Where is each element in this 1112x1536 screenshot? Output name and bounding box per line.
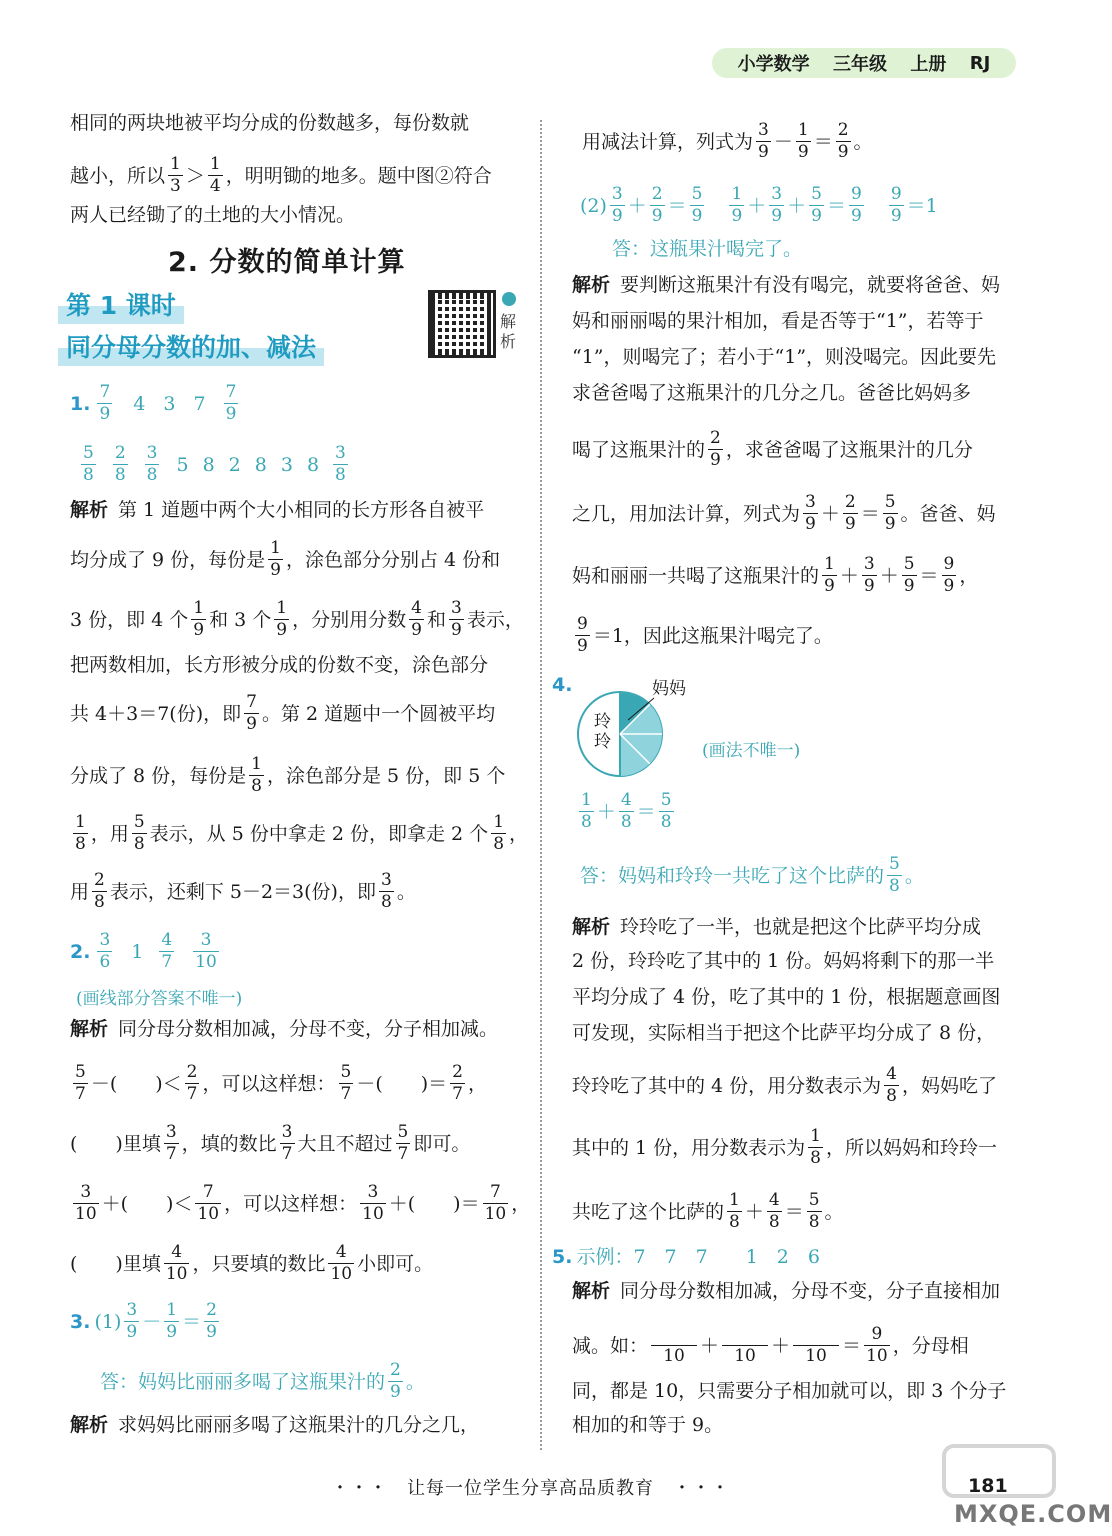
fraction: 10 <box>722 1326 768 1365</box>
q1-analysis-line-4 <box>70 650 525 680</box>
text-segment: 可发现，实际相当于把这个比萨平均分成了 8 份， <box>572 1022 996 1044</box>
q1-analysis-line-1 <box>70 495 525 525</box>
text-segment: ＝ <box>182 1310 202 1333</box>
fraction: $\frac{3}{10}$ <box>75 1182 97 1224</box>
fraction: $\frac{2}{9}$ <box>651 184 663 226</box>
q2-analysis-line-3 <box>70 1124 525 1163</box>
q4-analysis-line-1 <box>572 912 1022 942</box>
text-segment <box>867 191 886 221</box>
text-segment: 妈和丽丽喝的果汁相加，看是否等于“1”，若等于 <box>572 310 984 332</box>
q3-cont-line-5 <box>572 430 1022 469</box>
fraction: $\frac{2}{7}$ <box>452 1062 463 1104</box>
qr-label: 解析 <box>500 312 517 351</box>
text-segment: ， <box>959 564 979 587</box>
text-segment: 两人已经锄了的土地的大小情况。 <box>70 204 356 226</box>
fraction: $\frac{9}{9}$ <box>850 184 862 226</box>
text-segment: ，涂色部分是 5 份，即 5 个 <box>267 764 506 787</box>
q5-line-3 <box>572 1376 1022 1406</box>
fraction: $\frac{9}{10}$ <box>866 1324 888 1366</box>
text-segment: ，妈妈吃了 <box>902 1074 998 1097</box>
text-segment: ＋ <box>747 194 767 217</box>
q5-example <box>552 1242 1022 1272</box>
text-segment: ＝1，因此这瓶果汁喝完了。 <box>592 624 833 647</box>
text-segment: ＋ <box>700 1334 720 1357</box>
fraction: $\frac{5}{7}$ <box>397 1122 409 1164</box>
q4-line-4 <box>572 1018 1022 1048</box>
mom-label: 妈妈 <box>652 679 686 699</box>
q1-analysis-label: 解析 <box>70 499 109 521</box>
q1-answers-row-1 <box>94 384 241 423</box>
text-segment: 用 <box>70 880 90 903</box>
q5-number: 5. <box>552 1246 573 1268</box>
text-segment: 分成了 8 份，每份是 <box>70 764 247 787</box>
fraction: $\frac{5}{9}$ <box>884 492 896 534</box>
q2-answers <box>70 932 525 971</box>
q3-part-1 <box>70 1302 525 1341</box>
lesson-name: 同分母分数的加、减法 <box>58 326 324 366</box>
header-bar <box>712 48 1016 78</box>
q3-part-2 <box>580 186 1022 225</box>
text-segment: ， <box>511 1192 531 1215</box>
fraction: $\frac{1}{8}$ <box>251 754 262 796</box>
fraction: $\frac{4}{10}$ <box>330 1242 353 1284</box>
fraction: $\frac{9}{9}$ <box>943 554 955 596</box>
fraction: $\frac{7}{10}$ <box>484 1182 507 1224</box>
q4-line-7 <box>572 1192 1022 1231</box>
text-segment: 2 <box>228 453 241 476</box>
q5-analysis-line-1 <box>572 1276 1022 1306</box>
play-icon[interactable] <box>502 292 516 306</box>
q1-analysis-line-2 <box>70 540 525 579</box>
q3-answer-1 <box>100 1362 525 1401</box>
q2-number: 2. <box>70 940 91 963</box>
fraction: $\frac{9}{9}$ <box>577 614 588 656</box>
q1-analysis-line-8 <box>70 872 525 911</box>
text-segment: ，涂色部分分别占 4 份和 <box>286 548 501 571</box>
text-segment: ， <box>467 1072 487 1095</box>
text-segment: 答：妈妈和玲玲一共吃了这个比萨的 <box>580 864 885 887</box>
q4-line-5 <box>572 1066 1022 1105</box>
fraction: $\frac{9}{9}$ <box>890 184 902 226</box>
text-segment: ＋( )＝ <box>388 1192 480 1215</box>
text-segment: 均分成了 9 份，每份是 <box>70 548 266 571</box>
text-segment: ， <box>509 822 529 845</box>
text-segment: － <box>773 130 793 153</box>
text-segment: 玲玲吃了其中的 4 份，用分数表示为 <box>572 1074 882 1097</box>
text-segment: 其中的 1 份，用分数表示为 <box>572 1136 806 1159</box>
fraction: $\frac{3}{9}$ <box>758 120 769 162</box>
text-segment: ＝ <box>813 130 833 153</box>
intro-line-1 <box>70 108 525 138</box>
text-segment: 1 <box>131 940 144 963</box>
qr-code-icon[interactable] <box>428 290 496 358</box>
q3-analysis-text: 求妈妈比丽丽多喝了这瓶果汁的几分之几， <box>118 1414 480 1436</box>
text-segment: 同分母分数相加减，分母不变，分子相加减。 <box>118 1018 499 1040</box>
fraction: $\frac{3}{10}$ <box>195 930 217 972</box>
fraction: $\frac{3}{9}$ <box>771 184 783 226</box>
fraction: $\frac{1}{4}$ <box>209 154 221 196</box>
q3-cont-line-6 <box>572 494 1022 533</box>
fraction: $\frac{3}{7}$ <box>165 1122 177 1164</box>
fraction: $\frac{5}{8}$ <box>889 854 900 896</box>
q3-number: 3. <box>70 1310 91 1333</box>
q3-cont-line-2 <box>572 306 1022 336</box>
text-segment: ＋ <box>820 502 840 525</box>
ling-label: 玲玲 <box>594 712 611 752</box>
fraction: $\frac{3}{9}$ <box>863 554 875 596</box>
q3-cont-analysis-label: 解析 <box>572 274 611 296</box>
text-segment: ( )里填 <box>70 1252 161 1275</box>
q3-cont-analysis-text <box>620 270 1000 300</box>
text-segment: 相同的两块地被平均分成的份数越多，每份数就 <box>70 112 470 134</box>
text-segment: ＝ <box>636 800 656 823</box>
q3-cont-line-8 <box>572 616 1022 655</box>
text-segment: ＋ <box>627 194 647 217</box>
fraction: $\frac{4}{8}$ <box>620 790 632 832</box>
text-segment: 用减法计算，列式为 <box>582 130 754 153</box>
text-segment: ，填的数比 <box>181 1132 277 1155</box>
fraction: $\frac{5}{8}$ <box>660 790 672 832</box>
text-segment: 小即可。 <box>357 1252 434 1275</box>
text-segment: 。第 2 道题中一个圆被平均 <box>261 702 496 725</box>
text-segment: 表示，还剩下 5－2＝3(份)，即 <box>109 880 376 903</box>
text-segment: 8 <box>254 453 267 476</box>
text-segment: 。 <box>405 1370 425 1393</box>
lesson-number: 第 1 课时 <box>58 284 184 324</box>
text-segment: －( )＝ <box>356 1072 448 1095</box>
text-segment: 。 <box>904 864 924 887</box>
text-segment: ，分母相 <box>892 1334 969 1357</box>
fraction: 10 <box>793 1326 839 1365</box>
q3-analysis-label: 解析 <box>70 1414 109 1436</box>
fraction: $\frac{1}{8}$ <box>810 1126 821 1168</box>
q5-line-4 <box>572 1410 1022 1440</box>
fraction: $\frac{2}{9}$ <box>206 1300 217 1342</box>
text-segment: 妈和丽丽一共喝了这瓶果汁的 <box>572 564 820 587</box>
footer-slogan: ・・・ 让每一位学生分享高品质教育 ・・・ <box>331 1478 730 1499</box>
q4-line-6 <box>572 1128 1022 1167</box>
fraction: $\frac{3}{9}$ <box>450 598 462 640</box>
text-segment: 要判断这瓶果汁有没有喝完，就要将爸爸、妈 <box>620 274 1001 296</box>
text-segment: 玲玲吃了一半，也就是把这个比萨平均分成 <box>620 916 982 938</box>
text-segment: 8 <box>202 453 215 476</box>
fraction: $\frac{1}{9}$ <box>824 554 835 596</box>
header-subject: 小学数学 <box>737 54 810 75</box>
fraction: $\frac{4}{10}$ <box>165 1242 188 1284</box>
fraction: $\frac{4}{8}$ <box>886 1064 897 1106</box>
text-segment: ＝ <box>919 564 939 587</box>
fraction: $\frac{5}{8}$ <box>133 812 145 854</box>
text-segment: (1) <box>94 1310 122 1333</box>
text-segment: 和 3 个 <box>209 608 272 631</box>
fraction: $\frac{3}{8}$ <box>146 443 158 485</box>
q4-line-2 <box>572 946 1022 976</box>
q1-answers-row-2 <box>78 445 351 484</box>
watermark-text: MXQE.COM <box>954 1500 1112 1528</box>
q5-analysis-text <box>620 1276 1000 1306</box>
q1-row-1 <box>70 384 525 423</box>
text-segment: ，只要填的数比 <box>192 1252 326 1275</box>
q2-analysis-line-5 <box>70 1244 525 1283</box>
text-segment: ＋ <box>744 1200 764 1223</box>
fraction: $\frac{1}{9}$ <box>193 598 205 640</box>
text-segment: 8 <box>306 453 320 476</box>
text-segment: ＋( )＜ <box>101 1192 193 1215</box>
q1-analysis-line-3 <box>70 600 525 639</box>
header-volume: 上册 <box>910 54 947 75</box>
q1-analysis-text <box>118 495 484 525</box>
fraction: $\frac{4}{7}$ <box>161 930 173 972</box>
q4-analysis-text <box>620 912 981 942</box>
text-segment: ＋ <box>771 1334 791 1357</box>
q2-note: (画线部分答案不唯一) <box>76 989 243 1009</box>
text-segment: 把两数相加，长方形被分成的份数不变，涂色部分 <box>70 654 489 676</box>
q3-cont-line-0 <box>582 122 1022 161</box>
q1-row-2 <box>78 445 525 484</box>
text-segment: 喝了这瓶果汁的 <box>572 438 706 461</box>
q4-number: 4. <box>552 674 573 696</box>
fraction: $\frac{1}{9}$ <box>797 120 809 162</box>
q5-analysis-label: 解析 <box>572 1280 611 1302</box>
text-segment: “1”，则喝完了；若小于“1”，则没喝完。因此要先 <box>572 346 997 368</box>
q1-analysis-line-5 <box>70 694 525 733</box>
fraction: $\frac{3}{9}$ <box>126 1300 138 1342</box>
text-segment: ＝ <box>667 194 687 217</box>
text-segment: ＝ <box>784 1200 804 1223</box>
text-segment: 同，都是 10，只需要分子相加就可以，即 3 个分子 <box>572 1380 1007 1402</box>
text-segment: 求爸爸喝了这瓶果汁的几分之几。爸爸比妈妈多 <box>572 382 972 404</box>
q1-number: 1. <box>70 392 91 415</box>
text-segment: ＋ <box>596 800 616 823</box>
text-segment <box>707 191 726 221</box>
header-edition: RJ <box>969 52 991 74</box>
text-segment: 5 <box>176 453 189 476</box>
fraction: $\frac{3}{7}$ <box>281 1122 293 1164</box>
q4-analysis-label: 解析 <box>572 916 611 938</box>
q1-analysis-line-6 <box>70 756 525 795</box>
fraction: $\frac{3}{10}$ <box>362 1182 384 1224</box>
text-segment: ＋ <box>879 564 899 587</box>
fraction: $\frac{2}{9}$ <box>390 1360 401 1402</box>
fraction: $\frac{3}{9}$ <box>611 184 623 226</box>
q2-analysis-text <box>118 1014 498 1044</box>
fraction: $\frac{1}{8}$ <box>493 812 505 854</box>
fraction: $\frac{4}{8}$ <box>768 1190 780 1232</box>
text-segment: 4 <box>133 392 146 415</box>
q2-answer-values <box>94 932 221 971</box>
intro-line-2 <box>70 156 525 195</box>
text-segment: ，分别用分数 <box>292 608 407 631</box>
fraction: $\frac{7}{9}$ <box>99 382 111 424</box>
text-segment: ＞ <box>185 164 205 187</box>
fraction: $\frac{1}{9}$ <box>270 538 281 580</box>
text-segment: 3 <box>280 453 293 476</box>
text-segment: ＝1 <box>906 194 938 217</box>
text-segment: 同分母分数相加减，分母不变，分子直接相加 <box>620 1280 1001 1302</box>
q4-equation <box>576 792 1022 831</box>
q4-answer <box>580 856 1022 895</box>
pizza-diagram <box>576 690 664 778</box>
column-divider <box>540 120 542 1450</box>
q3-part-1-equation <box>94 1302 221 1341</box>
fraction: $\frac{1}{9}$ <box>276 598 288 640</box>
fraction: $\frac{1}{9}$ <box>731 184 743 226</box>
text-segment: 大且不超过 <box>297 1132 393 1155</box>
text-segment: ＝ <box>860 502 880 525</box>
text-segment: 。 <box>396 880 416 903</box>
fraction: $\frac{2}{9}$ <box>710 428 721 470</box>
text-segment: 之几，用加法计算，列式为 <box>572 502 801 525</box>
q4-note: (画法不唯一) <box>702 741 801 761</box>
text-segment: － <box>142 1310 162 1333</box>
fraction: $\frac{3}{8}$ <box>335 443 346 485</box>
text-segment: ＋ <box>787 194 807 217</box>
q5-line-2 <box>572 1326 1022 1365</box>
fraction: $\frac{2}{8}$ <box>94 870 105 912</box>
fraction: $\frac{3}{6}$ <box>99 930 111 972</box>
q2-analysis-line-1 <box>70 1014 525 1044</box>
text-segment: 7 <box>193 392 206 415</box>
text-segment: 3 <box>163 392 176 415</box>
fraction: $\frac{7}{9}$ <box>246 692 257 734</box>
q5-example-values: 示例：7 7 7 1 2 6 <box>576 1246 820 1268</box>
fraction: $\frac{5}{9}$ <box>811 184 822 226</box>
fraction: $\frac{4}{9}$ <box>411 598 422 640</box>
text-segment: ＝ <box>826 194 846 217</box>
fraction: $\frac{1}{8}$ <box>75 812 86 854</box>
text-segment: ，用 <box>90 822 129 845</box>
text-segment: ，可以这样想： <box>224 1192 358 1215</box>
text-segment: 即可。 <box>413 1132 471 1155</box>
q2-analysis-label: 解析 <box>70 1018 109 1040</box>
text-segment: ( )里填 <box>70 1132 161 1155</box>
header-grade: 三年级 <box>833 54 888 75</box>
text-segment: 表示， <box>466 608 524 631</box>
fraction: $\frac{3}{8}$ <box>380 870 392 912</box>
text-segment: 答：妈妈比丽丽多喝了这瓶果汁的 <box>100 1370 386 1393</box>
text-segment: ，所以妈妈和玲玲一 <box>826 1136 998 1159</box>
fraction: $\frac{5}{8}$ <box>808 1190 820 1232</box>
text-segment: ，求爸爸喝了这瓶果汁的几分 <box>725 438 973 461</box>
fraction: $\frac{5}{7}$ <box>75 1062 86 1104</box>
text-segment: 3 份，即 4 个 <box>70 608 189 631</box>
fraction: $\frac{5}{9}$ <box>691 184 703 226</box>
fraction: $\frac{2}{9}$ <box>837 120 849 162</box>
fraction: $\frac{5}{8}$ <box>83 443 94 485</box>
text-segment: 越小，所以 <box>70 164 166 187</box>
q1-analysis-line-7 <box>70 812 529 854</box>
page-number: 181 <box>968 1475 1008 1497</box>
text-segment: 2 份，玲玲吃了其中的 1 份。妈妈将剩下的那一半 <box>572 950 995 972</box>
text-segment: －( )＜ <box>90 1072 182 1095</box>
text-segment: ，可以这样想： <box>202 1072 336 1095</box>
text-segment: 表示，从 5 份中拿走 2 份，即拿走 2 个 <box>149 822 489 845</box>
section-title: 2. 分数的简单计算 <box>168 247 406 278</box>
fraction: $\frac{7}{10}$ <box>197 1182 220 1224</box>
q3-answer-2: 答：这瓶果汁喝完了。 <box>612 238 803 260</box>
fraction: 10 <box>651 1326 697 1365</box>
fraction: $\frac{1}{8}$ <box>581 790 592 832</box>
q4-line-3 <box>572 982 1022 1012</box>
fraction: $\frac{2}{8}$ <box>114 443 126 485</box>
fraction: $\frac{1}{9}$ <box>166 1300 178 1342</box>
fraction: $\frac{5}{9}$ <box>903 554 915 596</box>
text-segment: 共吃了这个比萨的 <box>572 1200 725 1223</box>
q3-cont-line-7 <box>572 556 1022 595</box>
q3-cont-line-4 <box>572 378 1022 408</box>
q3-analysis-line-1 <box>70 1410 525 1440</box>
text-segment: ＋ <box>839 564 859 587</box>
text-segment: (2) <box>580 194 607 217</box>
fraction: $\frac{1}{8}$ <box>729 1190 740 1232</box>
intro-line-3 <box>70 200 525 230</box>
text-segment: 第 1 道题中两个大小相同的长方形各自被平 <box>118 499 485 521</box>
q3-cont-analysis-line-1 <box>572 270 1022 300</box>
fraction: $\frac{3}{9}$ <box>805 492 816 534</box>
text-segment: 。爸爸、妈 <box>900 502 996 525</box>
text-segment: 共 4＋3＝7(份)，即 <box>70 702 242 725</box>
q3-cont-line-3 <box>572 342 1022 372</box>
text-segment: 。 <box>824 1200 844 1223</box>
text-segment: 。 <box>853 130 873 153</box>
fraction: $\frac{2}{7}$ <box>186 1062 198 1104</box>
text-segment: 和 <box>426 608 446 631</box>
text-segment: ，明明锄的地多。题中图②符合 <box>225 164 492 187</box>
fraction: $\frac{2}{9}$ <box>844 492 856 534</box>
text-segment: 相加的和等于 9。 <box>572 1414 724 1436</box>
q2-analysis-line-2 <box>70 1064 525 1103</box>
fraction: $\frac{5}{7}$ <box>340 1062 352 1104</box>
q2-analysis-line-4 <box>70 1182 531 1224</box>
text-segment: 减。如： <box>572 1334 649 1357</box>
fraction: $\frac{1}{3}$ <box>170 154 181 196</box>
text-segment: 平均分成了 4 份，吃了其中的 1 份，根据题意画图 <box>572 986 1001 1008</box>
fraction: $\frac{7}{9}$ <box>225 382 237 424</box>
text-segment: ＝ <box>842 1334 862 1357</box>
